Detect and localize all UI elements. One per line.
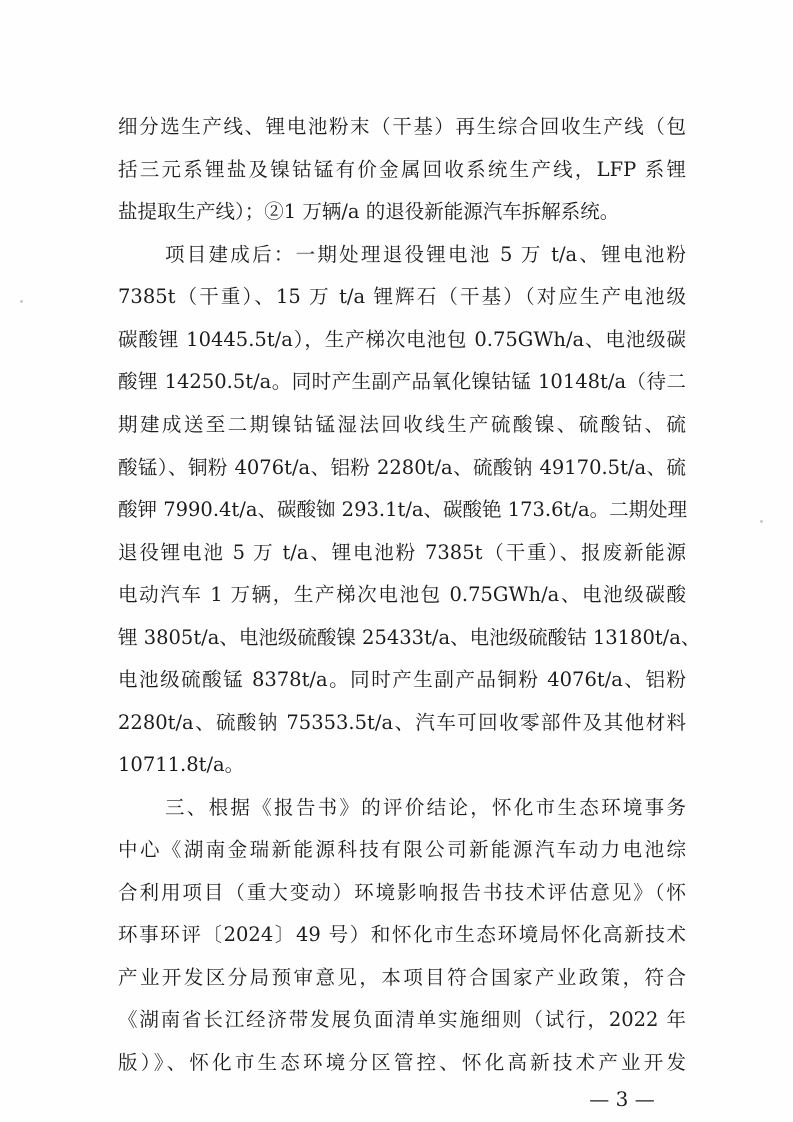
- text-line: 退役锂电池 5 万 t/a、锂电池粉 7385t（干重）、报废新能源: [118, 541, 686, 564]
- scan-speck: [760, 520, 763, 523]
- text-line: 产业开发区分局预审意见，本项目符合国家产业政策，符合: [118, 966, 686, 989]
- text-line: 酸锂 14250.5t/a。同时产生副产品氧化镍钴锰 10148t/a（待二: [118, 370, 686, 393]
- text-line: 盐提取生产线）；②1 万辆/a 的退役新能源汽车拆解系统。: [118, 200, 620, 223]
- text-line: 括三元系锂盐及镍钴锰有价金属回收系统生产线，LFP 系锂: [118, 158, 686, 181]
- paragraph-start-line: 项目建成后：一期处理退役锂电池 5 万 t/a、锂电池粉: [165, 243, 686, 266]
- text-line: 锂 3805t/a、电池级硫酸镍 25433t/a、电池级硫酸钴 13180t/a、: [118, 626, 701, 649]
- text-line: 7385t（干重）、15 万 t/a 锂辉石（干基）（对应生产电池级: [118, 285, 686, 308]
- text-line: 版）》、怀化市生态环境分区管控、怀化高新技术产业开发: [118, 1051, 686, 1074]
- text-line: 电池级硫酸锰 8378t/a。同时产生副产品铜粉 4076t/a、铝粉: [118, 668, 686, 691]
- text-line: 碳酸锂 10445.5t/a），生产梯次电池包 0.75GWh/a、电池级碳: [118, 328, 686, 351]
- page-number: — 3 —: [589, 1087, 655, 1111]
- text-line: 酸钾 7990.4t/a、碳酸铷 293.1t/a、碳酸铯 173.6t/a。二期处理: [118, 498, 688, 521]
- text-line: 电动汽车 1 万辆，生产梯次电池包 0.75GWh/a、电池级碳酸: [118, 583, 686, 606]
- text-line: 中心《湖南金瑞新能源科技有限公司新能源汽车动力电池综: [118, 838, 686, 861]
- text-line: 《湖南省长江经济带发展负面清单实施细则（试行，2022 年: [118, 1008, 686, 1031]
- scan-speck: [20, 300, 23, 303]
- text-line: 酸锰）、铜粉 4076t/a、铝粉 2280t/a、硫酸钠 49170.5t/a、硫: [118, 456, 686, 479]
- text-line: 合利用项目（重大变动）环境影响报告书技术评估意见》（怀: [118, 881, 686, 904]
- text-line: 期建成送至二期镍钴锰湿法回收线生产硫酸镍、硫酸钴、硫: [118, 413, 686, 436]
- text-line: 2280t/a、硫酸钠 75353.5t/a、汽车可回收零部件及其他材料: [118, 711, 686, 734]
- text-line: 10711.8t/a。: [118, 753, 245, 776]
- text-line: 环事环评〔2024〕49 号）和怀化市生态环境局怀化高新技术: [118, 923, 686, 946]
- paragraph-start-line: 三、根据《报告书》的评价结论，怀化市生态环境事务: [165, 796, 686, 819]
- text-line: 细分选生产线、锂电池粉末（干基）再生综合回收生产线（包: [118, 115, 686, 138]
